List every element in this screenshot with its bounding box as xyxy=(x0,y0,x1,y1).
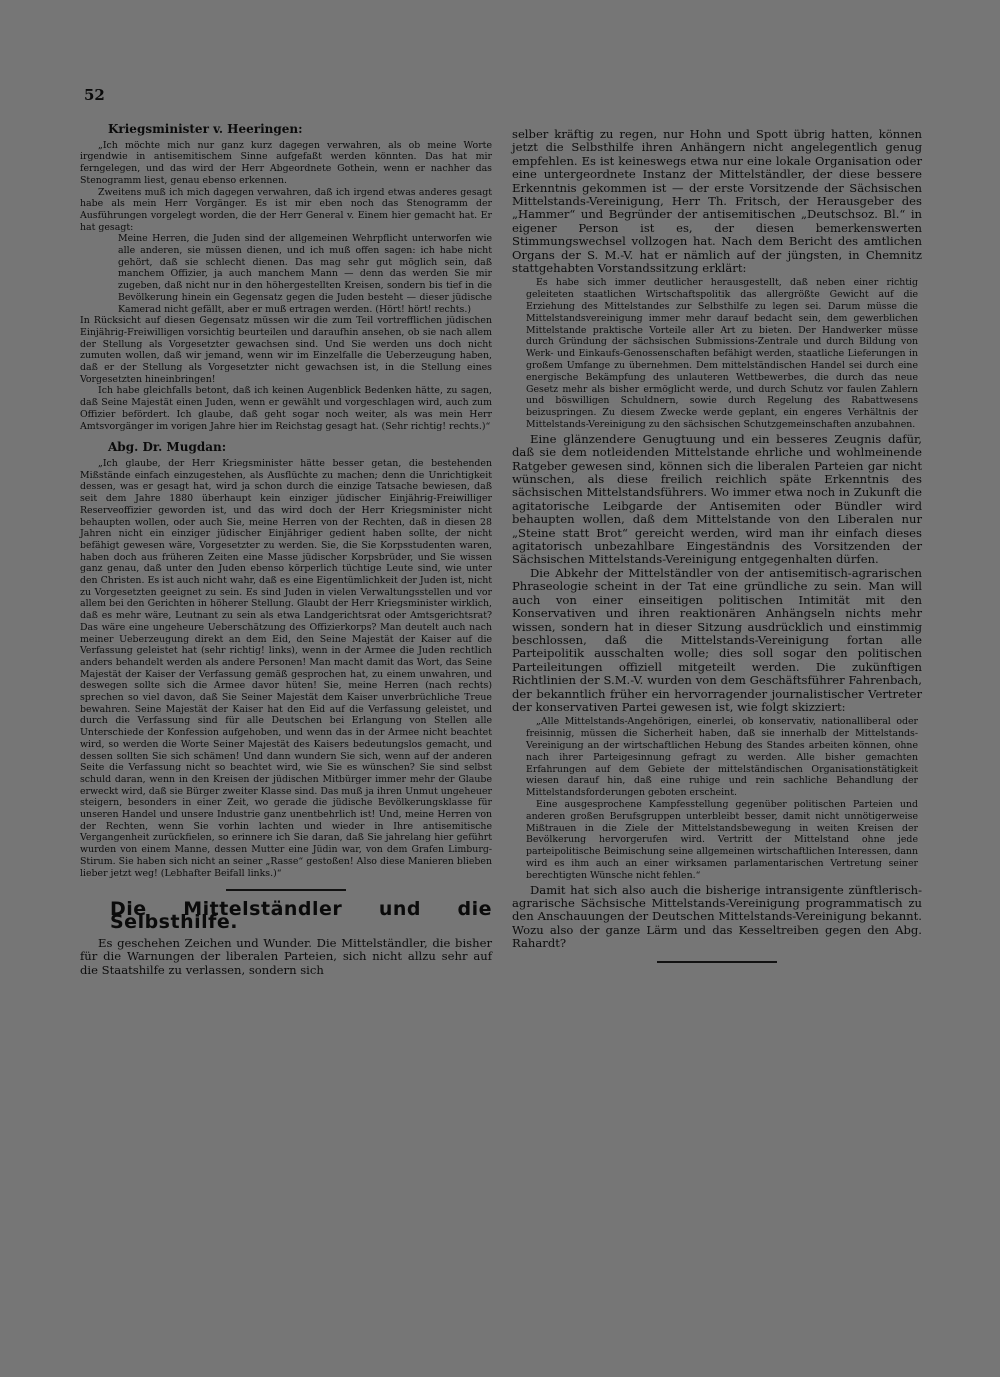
article-paragraph: Die Abkehr der Mittelständler von der antisemitisch-agrarischen Phraseologie scheint in der Tat eine gründliche zu sein. Man will auch von einer einseitigen politischen Intimität mit den Konservativen und ihren reaktionären Anhängseln nichts mehr wissen, sondern hat in dieser Sitzung ausdrücklich und einstimmig beschlossen, daß die Mittelstands-Vereinigung fortan alle Parteipolitik ausschalten wolle; dies soll sogar den politischen Parteileitungen offiziell mitgeteilt werden. Die zukünftigen Richtlinien der S.M.-V. wurden von dem Geschäftsführer Fahrenbach, der bekanntlich früher ein hervorragender journalistischer Vertreter der konservativen Partei gewesen ist, wie folgt skizziert: xyxy=(512,565,922,714)
speech-quote: Meine Herren, die Juden sind der allgemeinen Wehrpflicht unterworfen wie alle anderen, sie müssen dienen, und ich muß offen sagen: ich habe nicht gehört, daß sie schlecht dienen. Das mag sehr gut möglich sein, daß manchem Offizier, ja auch manchem Mann — denn das werden Sie mir zugeben, daß nicht nur in den höhergestellten Kreisen, sondern bis tief in die Bevölkerung hinein ein Gegensatz gegen die Juden besteht — dieser jüdische Kamerad nicht gefällt, aber er muß ertragen werden. (Hört! hört! rechts.) xyxy=(118,233,492,315)
block-quote-fahrenbach xyxy=(526,716,918,881)
article-paragraph: Eine glänzendere Genugtuung und ein besseres Zeugnis dafür, daß sie dem notleidenden Mittelstande ehrliche und wohlmeinende Ratgeber gewesen sind, können sich die liberalen Parteien gar nicht wünschen, als diese freilich reichlich späte Erkenntnis des sächsischen Mittelstandsführers. Wo immer etwa noch in Zukunft die agitatorische Leibgarde der Antisemiten oder Bündler wird behaupten wollen, daß dem Mittelstande von den Liberalen nur „Steine statt Brot“ gereicht werden, wird man ihr einfach dieses agitatorisch unbezahlbare Eingeständnis des Vorsitzenden der Sächsischen Mittelstands-Vereinigung entgegenhalten dürfen. xyxy=(512,431,922,567)
article-heading: Die Mittelständler und die Selbsthilfe. xyxy=(110,898,492,933)
article-body-start xyxy=(80,937,492,977)
article-paragraph: Damit hat sich also auch die bisherige intransigente zünftlerisch-agrarische Sächsische Mittelstands-Vereinigung programmatisch zu den Anschauungen der Deutschen Mittelstands-Vereinigung bekannt. Wozu also der ganze Lärm und das Kesseltreiben gegen den Abg. Rahardt? xyxy=(512,882,922,951)
article-paragraph: Es geschehen Zeichen und Wunder. Die Mittelständler, die bisher für die Warnungen der liberalen Parteien, sich nicht allzu sehr auf die Staatshilfe zu verlassen, sondern sich xyxy=(80,935,492,977)
speaker-heading-heeringen: Kriegsminister v. Heeringen: xyxy=(108,122,303,136)
speech-mugdan xyxy=(80,458,492,879)
quote-paragraph: Eine ausgesprochene Kampfesstellung gegenüber politischen Parteien und anderen großen Berufsgruppen unterbleibt besser, damit nicht unnötigerweise Mißtrauen in die Ziele der Mittelstandsbewegung in weiten Kreisen der Bevölkerung hervorgerufen wird. Vertritt der Mittelstand ohne jede parteipolitische Beimischung seine allgemeinen wirtschaftlichen Interessen, dann wird es ihm auch an einer wirksamen parlamentarischen Vertretung seiner berechtigten Wünsche nicht fehlen.“ xyxy=(526,798,918,881)
speech-paragraph: Zweitens muß ich mich dagegen verwahren, daß ich irgend etwas anderes gesagt habe als mein Herr Vorgänger. Es ist mir eben noch das Stenogramm der Ausführungen vorgelegt worden, die der Herr General v. Einem hier gemacht hat. Er hat gesagt: xyxy=(80,186,492,233)
left-column xyxy=(80,120,492,977)
speech-paragraph: „Ich glaube, der Herr Kriegsminister hätte besser getan, die bestehenden Mißstände einfach einzugestehen, als Ausflüchte zu machen; denn die Unrichtigkeit dessen, was er gesagt hat, wird ja schon durch die einzige Tatsache bewiesen, daß seit dem Jahre 1880 überhaupt kein einziger jüdischer Einjährig-Freiwilliger Reserveoffizier geworden ist, und das wird doch der Herr Kriegsminister nicht behaupten wollen, oder auch Sie, meine Herren von der Rechten, daß in diesen 28 Jahren nicht ein einziger jüdischer Einjähriger gedient haben sollte, der nicht befähigt gewesen wäre, Vorgesetzter zu werden. Sie, die Sie Korpsstudenten waren, haben doch aus früheren Zeiten eine Masse jüdischer Korpsbrüder, und Sie wissen ganz genau, daß unter den Juden ebenso körperlich tüchtige Leute sind, wie unter den Christen. Es ist auch nicht wahr, daß es eine Eigentümlichkeit der Juden ist, nicht zu Vorgesetzten geeignet zu sein. Es sind Juden in vielen Verwaltungsstellen und vor allem bei den Gerichten in höherer Stellung. Glaubt der Herr Kriegsminister wirklich, daß es mehr wäre, Leutnant zu sein als etwa Landgerichtsrat oder Amtsgerichtsrat? Das wäre eine ungeheure Ueberschätzung des Offizierkorps? Man deutelt auch nach meiner Ueberzeugung direkt an dem Eid, den Seine Majestät der Kaiser auf die Verfassung geleistet hat (sehr richtig! links), wenn in der Armee die Juden rechtlich anders behandelt werden als andere Personen! Man macht damit das Wort, das Seine Majestät der Kaiser der Verfassung gemäß gesprochen hat, zu einem unwahren, und deswegen sollte sich die Armee davor hüten! Sie, meine Herren (nach rechts) sprechen so viel davon, daß Sie Seiner Majestät dem Kaiser unverbrüchliche Treue bewahren. Seine Majestät der Kaiser hat den Eid auf die Verfassung geleistet, und durch die Verfassung sind für alle Deutschen bei Erlangung von Stellen alle Unterschiede der Konfession aufgehoben, und wenn das in der Armee nicht beachtet wird, so werden die Worte Seiner Majestät des Kaisers bedeutungslos gemacht, und dessen sollten Sie sich schämen! Und dann wundern Sie sich, wenn auf der anderen Seite die Verfassung nicht so beachtet wird, wie Sie es wünschen? Sie sind selbst schuld daran, wenn in den Kreisen der jüdischen Mitbürger immer mehr der Glaube erweckt wird, daß sie Bürger zweiter Klasse sind. Das muß ja ihren Unmut ungeheuer steigern, besonders in einer Zeit, wo gerade die jüdische Bevölkerungsklasse für unseren Handel und unsere Industrie ganz unentbehrlich ist! Und, meine Herren von der Rechten, wenn Sie vorhin lachten und wieder in Ihre antisemitische Vergangenheit zurückfielen, so erinnere ich Sie daran, daß Sie jahrelang hier geführt wurden von einem Manne, dessen Mutter eine Jüdin war, von dem Grafen Limburg-Stirum. Sie haben sich nicht an seiner „Rasse“ gestoßen! Also diese Manieren blieben lieber jetzt weg! (Lebhafter Beifall links.)“ xyxy=(80,457,492,879)
article-paragraph: selber kräftig zu regen, nur Hohn und Spott übrig hatten, können jetzt die Selbsthilfe ihren Anhängern nicht angelegentlich genug empfehlen. Es ist keineswegs etwa nur eine lokale Organisation oder eine untergeordnete Instanz der Mittelständler, der diese bessere Erkenntnis gekommen ist — der erste Vorsitzende der Sächsischen Mittelstands-Vereinigung, Herr Th. Fritsch, der Herausgeber des „Hammer“ und Begründer der antisemitischen „Deutschsoz. Bl.“ in eigener Person ist es, der diesen bemerkenswerten Stimmungswechsel vollzogen hat. Nach dem Bericht des amtlichen Organs der S. M.-V. hat er nämlich auf der jüngsten, in Chemnitz stattgehabten Vorstandssitzung erklärt: xyxy=(512,127,922,276)
page-number: 52 xyxy=(84,86,105,104)
section-divider xyxy=(226,889,346,891)
quote-paragraph: Es habe sich immer deutlicher herausgestellt, daß neben einer richtig geleiteten staatlichen Wirtschaftspolitik das allergrößte Gewicht auf die Erziehung des Mittelstandes zur Selbsthilfe zu legen sei. Darum müsse die Mittelstandsvereinigung immer mehr darauf bedacht sein, dem gewerblichen Mittelstande praktische Vorteile aller Art zu bieten. Der Handwerker müsse durch Gründung der sächsischen Submissions-Zentrale und durch Bildung von Werk- und Einkaufs-Genossenschaften befähigt werden, staatliche Lieferungen in großem Umfange zu übernehmen. Dem mittelständischen Handel sei durch eine energische Bekämpfung des unlauteren Wettbewerbes, die durch das neue Gesetz mehr als bisher ermöglicht werde, und durch Schutz vor faulen Zahlern und böswilligen Schuldnern, sowie durch Regelung des Rabattwesens beizuspringen. Zu diesem Zwecke werde geplant, ein engeres Verhältnis der Mittelstands-Vereinigung zu den sächsischen Schutzgemeinschaften anzubahnen. xyxy=(526,277,918,431)
quote-paragraph: „Alle Mittelstands-Angehörigen, einerlei, ob konservativ, nationalliberal oder freisinnig, müssen die Sicherheit haben, daß sie innerhalb der Mittelstands-Vereinigung an der wirtschaftlichen Hebung des Standes arbeiten können, ohne nach ihrer Parteigesinnung gefragt zu werden. Alle bisher gemachten Erfahrungen auf dem Gebiete der mittelständischen Organisationstätigkeit wiesen darauf hin, daß eine ruhige und rein sachliche Behandlung der Mittelstandsforderungen geboten erscheint. xyxy=(526,716,918,799)
speech-paragraph: Ich habe gleichfalls betont, daß ich keinen Augenblick Bedenken hätte, zu sagen, daß Seine Majestät einen Juden, wenn er gewählt und vorgeschlagen wird, auch zum Offizier befördert. Ich glaube, daß geht sogar noch weiter, als was mein Herr Amtsvorgänger im vorigen Jahre hier im Reichstag gesagt hat. (Sehr richtig! rechts.)“ xyxy=(80,385,492,432)
end-divider xyxy=(657,961,777,963)
right-column xyxy=(512,128,922,975)
speaker-heading-mugdan: Abg. Dr. Mugdan: xyxy=(108,440,227,455)
block-quote-fritsch xyxy=(526,277,918,430)
speech-paragraph: In Rücksicht auf diesen Gegensatz müssen wir die zum Teil vortrefflichen jüdischen Einjährig-Freiwilligen vorsichtig beurteilen und daraufhin ansehen, ob sie nach allem der Stellung als Vorgesetzter gewachsen sind. Und Sie werden uns doch nicht zumuten wollen, daß wir jemand, wenn wir im Einzelfalle die Ueberzeugung haben, daß er der Stellung als Vorgesetzter nicht gewachsen ist, in die Stellung eines Vorgesetzten hineinbringen! xyxy=(80,315,492,385)
speech-paragraph: „Ich möchte mich nur ganz kurz dagegen verwahren, als ob meine Worte irgendwie in antisemitischem Sinne aufgefaßt werden könnten. Das hat mir ferngelegen, und das wird der Herr Abgeordnete Gothein, wenn er nachher das Stenogramm liest, genau ebenso erkennen. xyxy=(80,139,492,186)
speech-heeringen xyxy=(80,140,492,433)
